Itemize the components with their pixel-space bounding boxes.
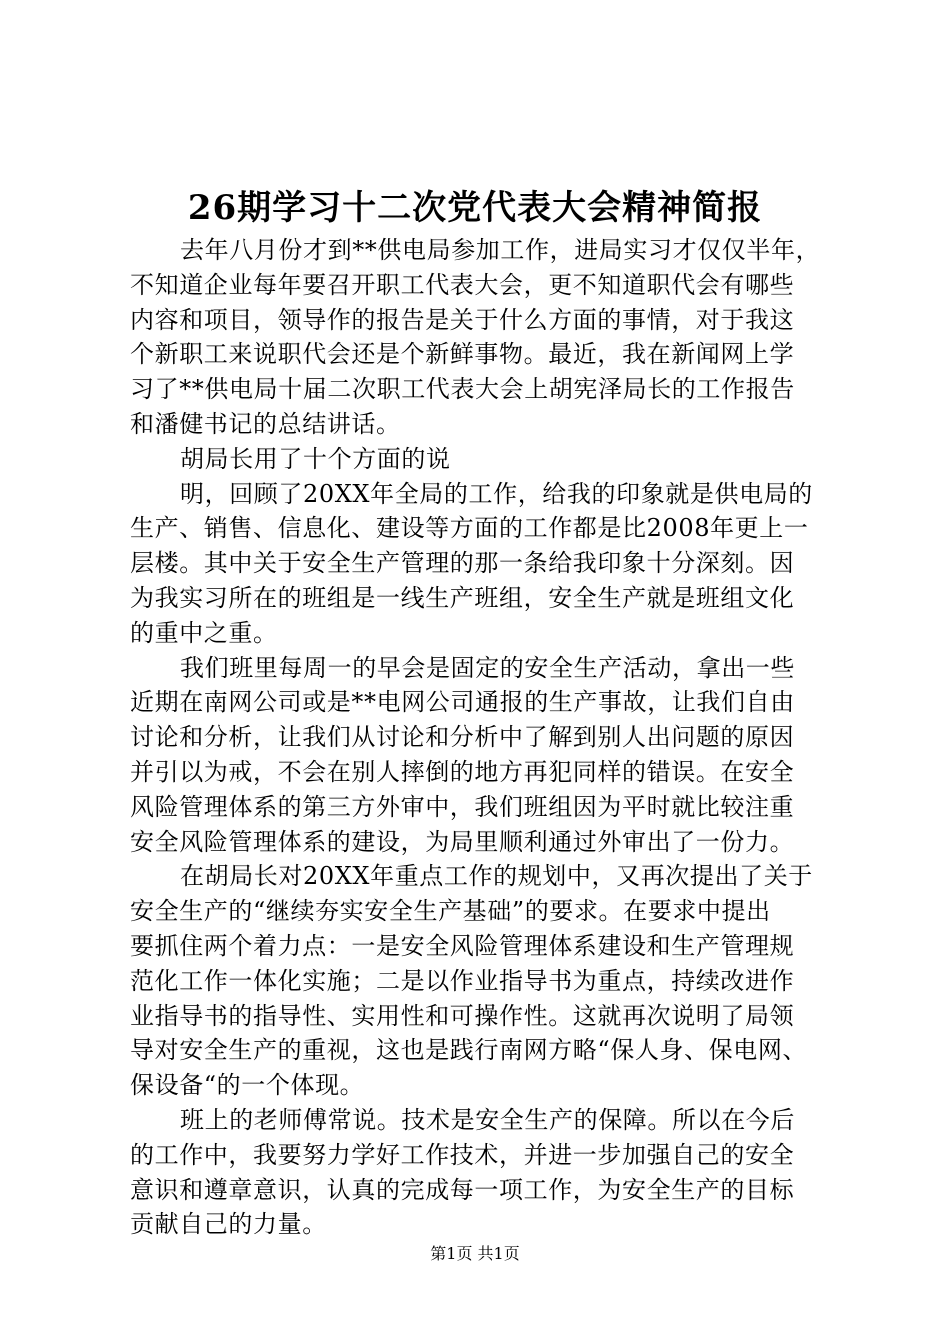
page-footer: 第1页 共1页: [430, 1244, 520, 1263]
body-text-line: 并引以为戒，不会在别人摔倒的地方再犯同样的错误。在安全: [130, 757, 795, 786]
body-text-line: 和潘健书记的总结讲话。: [130, 409, 401, 438]
body-text-line: 意识和遵章意识，认真的完成每一项工作，为安全生产的目标: [130, 1175, 795, 1204]
body-text-line: 内容和项目，领导作的报告是关于什么方面的事情，对于我这: [130, 305, 795, 334]
body-text-line: 班上的老师傅常说。技术是安全生产的保障。所以在今后: [180, 1105, 795, 1134]
document-body: [130, 233, 850, 1242]
body-text-line: 要抓住两个着力点：一是安全风险管理体系建设和生产管理规: [130, 931, 795, 960]
body-text-line: 风险管理体系的第三方外审中，我们班组因为平时就比较注重: [130, 792, 795, 821]
body-text-line: 贡献自己的力量。: [130, 1210, 327, 1239]
body-text-line: 生产、销售、信息化、建设等方面的工作都是比2008年更上一: [130, 514, 809, 543]
body-text-line: 明，回顾了20XX年全局的工作，给我的印象就是供电局的: [180, 479, 813, 508]
body-text-line: 我们班里每周一的早会是固定的安全生产活动，拿出一些: [180, 653, 795, 682]
body-text-line: 胡局长用了十个方面的说: [180, 444, 451, 473]
body-text-line: 的重中之重。: [130, 618, 278, 647]
body-text-line: 讨论和分析，让我们从讨论和分析中了解到别人出问题的原因: [130, 723, 795, 752]
body-text-line: 安全生产的“继续夯实安全生产基础”的要求。在要求中提出: [130, 897, 771, 926]
body-text-line: 层楼。其中关于安全生产管理的那一条给我印象十分深刻。因: [130, 549, 795, 578]
body-text-line: 范化工作一体化实施；二是以作业指导书为重点，持续改进作: [130, 966, 795, 995]
body-text-line: 不知道企业每年要召开职工代表大会，更不知道职代会有哪些: [130, 270, 795, 299]
body-text-line: 在胡局长对20XX年重点工作的规划中，又再次提出了关于: [180, 862, 813, 891]
body-text-line: 近期在南网公司或是**电网公司通报的生产事故，让我们自由: [130, 688, 795, 717]
body-text-line: 个新职工来说职代会还是个新鲜事物。最近，我在新闻网上学: [130, 340, 795, 369]
body-text-line: 保设备“的一个体现。: [130, 1071, 365, 1100]
document-title: 26期学习十二次党代表大会精神简报: [187, 188, 763, 228]
body-text-line: 安全风险管理体系的建设，为局里顺利通过外审出了一份力。: [130, 827, 795, 856]
body-text-line: 导对安全生产的重视，这也是践行南网方略“保人身、保电网、: [130, 1036, 808, 1065]
body-text-line: 为我实习所在的班组是一线生产班组，安全生产就是班组文化: [130, 583, 795, 612]
body-text-line: 的工作中，我要努力学好工作技术，并进一步加强自己的安全: [130, 1140, 795, 1169]
body-text-line: 去年八月份才到**供电局参加工作，进局实习才仅仅半年，: [180, 236, 821, 264]
body-text-line: 习了**供电局十届二次职工代表大会上胡宪泽局长的工作报告: [130, 375, 795, 404]
body-text-line: 业指导书的指导性、实用性和可操作性。这就再次说明了局领: [130, 1001, 795, 1030]
